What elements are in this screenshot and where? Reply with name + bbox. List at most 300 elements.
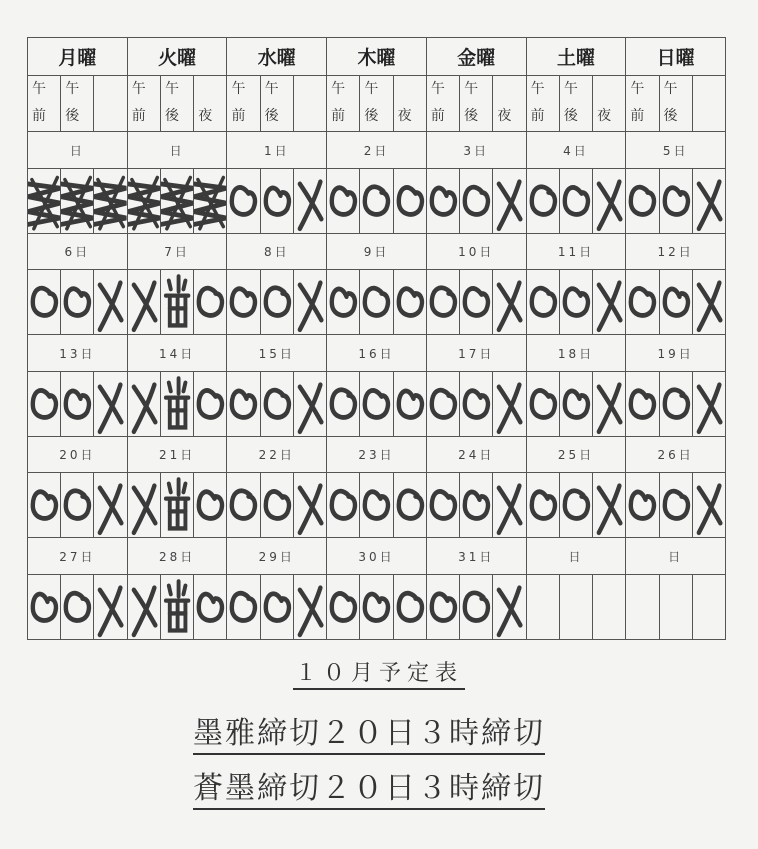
availability-cell xyxy=(360,371,393,436)
time-slot-label xyxy=(94,75,127,103)
circle-mark xyxy=(61,575,93,639)
circle-mark xyxy=(227,169,259,233)
availability-cell xyxy=(526,270,559,335)
date-label: 日 xyxy=(127,132,227,169)
availability-cell xyxy=(61,574,94,639)
date-label: 5日 xyxy=(626,132,726,169)
circle-mark xyxy=(194,575,226,639)
availability-cell xyxy=(28,168,61,233)
availability-cell xyxy=(393,574,426,639)
date-label: 3日 xyxy=(426,132,526,169)
time-slot-label: 午 xyxy=(460,75,493,103)
availability-cell xyxy=(593,473,626,538)
availability-row xyxy=(28,574,726,639)
availability-cell xyxy=(626,574,659,639)
availability-cell xyxy=(360,473,393,538)
kanji-mark xyxy=(161,372,193,436)
circle-mark xyxy=(261,473,293,537)
availability-cell xyxy=(360,270,393,335)
availability-cell xyxy=(94,270,127,335)
availability-cell xyxy=(260,270,293,335)
availability-cell xyxy=(293,371,326,436)
time-slot-label: 前 xyxy=(127,103,160,131)
circle-mark xyxy=(61,473,93,537)
availability-cell xyxy=(194,270,227,335)
cross-mark xyxy=(294,372,326,436)
cross-mark xyxy=(294,473,326,537)
date-label: 1日 xyxy=(227,132,327,169)
availability-cell xyxy=(559,371,592,436)
circle-mark xyxy=(560,169,592,233)
date-row xyxy=(28,335,726,372)
date-label: 16日 xyxy=(327,335,427,372)
time-slot-label: 午 xyxy=(61,75,94,103)
date-label: 28日 xyxy=(127,538,227,575)
availability-cell xyxy=(626,473,659,538)
cross-mark xyxy=(294,169,326,233)
circle-mark xyxy=(427,473,459,537)
time-slot-label: 午 xyxy=(426,75,459,103)
date-label: 17日 xyxy=(426,335,526,372)
circle-mark xyxy=(61,372,93,436)
time-slot-label: 前 xyxy=(327,103,360,131)
availability-cell xyxy=(28,574,61,639)
date-label: 20日 xyxy=(28,436,128,473)
weekday-header: 木曜 xyxy=(327,38,427,76)
circle-mark xyxy=(527,270,559,334)
availability-cell xyxy=(227,473,260,538)
availability-cell xyxy=(127,168,160,233)
availability-cell xyxy=(260,473,293,538)
weekday-header: 水曜 xyxy=(227,38,327,76)
availability-cell xyxy=(659,270,692,335)
availability-cell xyxy=(626,270,659,335)
cross-mark xyxy=(593,473,625,537)
availability-cell xyxy=(293,574,326,639)
time-slot-label: 前 xyxy=(28,103,61,131)
date-label: 22日 xyxy=(227,436,327,473)
availability-cell xyxy=(593,168,626,233)
time-slot-label: 後 xyxy=(61,103,94,131)
availability-cell xyxy=(526,168,559,233)
availability-cell xyxy=(327,168,360,233)
time-slot-label xyxy=(194,75,227,103)
availability-cell xyxy=(160,473,193,538)
scribble-mark xyxy=(94,169,126,233)
availability-cell xyxy=(94,574,127,639)
availability-cell xyxy=(194,371,227,436)
date-label: 9日 xyxy=(327,233,427,270)
cross-mark xyxy=(294,270,326,334)
circle-mark xyxy=(394,575,426,639)
date-label: 13日 xyxy=(28,335,128,372)
october-schedule-table xyxy=(27,37,726,640)
date-label: 10日 xyxy=(426,233,526,270)
circle-mark xyxy=(394,372,426,436)
availability-cell xyxy=(692,168,725,233)
cross-mark xyxy=(493,575,525,639)
date-label: 12日 xyxy=(626,233,726,270)
date-label: 日 xyxy=(526,538,626,575)
time-slot-label: 前 xyxy=(626,103,659,131)
time-slot-label: 前 xyxy=(227,103,260,131)
circle-mark xyxy=(527,169,559,233)
availability-cell xyxy=(426,168,459,233)
circle-mark xyxy=(194,372,226,436)
circle-mark xyxy=(227,575,259,639)
availability-cell xyxy=(593,371,626,436)
date-label: 23日 xyxy=(327,436,427,473)
time-slot-label: 午 xyxy=(360,75,393,103)
availability-row xyxy=(28,168,726,233)
circle-mark xyxy=(261,575,293,639)
circle-mark xyxy=(427,575,459,639)
cross-mark xyxy=(128,473,160,537)
circle-mark xyxy=(327,372,359,436)
availability-cell xyxy=(393,270,426,335)
date-label: 7日 xyxy=(127,233,227,270)
circle-mark xyxy=(261,372,293,436)
cross-mark xyxy=(128,575,160,639)
date-row xyxy=(28,436,726,473)
availability-cell xyxy=(426,270,459,335)
circle-mark xyxy=(660,372,692,436)
date-label: 30日 xyxy=(327,538,427,575)
kanji-mark xyxy=(161,270,193,334)
availability-cell xyxy=(194,473,227,538)
cross-mark xyxy=(94,270,126,334)
deadline-note-1: 墨雅締切２０日３時締切 xyxy=(0,708,738,752)
weekday-header-row xyxy=(28,38,726,76)
circle-mark xyxy=(626,473,658,537)
circle-mark xyxy=(626,372,658,436)
scribble-mark xyxy=(61,169,93,233)
availability-cell xyxy=(327,371,360,436)
time-slot-label: 前 xyxy=(526,103,559,131)
scribble-mark xyxy=(28,169,60,233)
time-slot-label: 前 xyxy=(426,103,459,131)
availability-cell xyxy=(393,371,426,436)
time-slot-label xyxy=(293,75,326,103)
availability-cell xyxy=(692,270,725,335)
availability-cell xyxy=(94,168,127,233)
cross-mark xyxy=(128,270,160,334)
availability-cell xyxy=(393,168,426,233)
availability-cell xyxy=(526,574,559,639)
circle-mark xyxy=(527,372,559,436)
availability-cell xyxy=(127,371,160,436)
availability-cell xyxy=(260,574,293,639)
availability-cell xyxy=(61,473,94,538)
scribble-mark xyxy=(194,169,226,233)
time-slot-label xyxy=(593,75,626,103)
date-label: 27日 xyxy=(28,538,128,575)
circle-mark xyxy=(460,270,492,334)
availability-cell xyxy=(626,371,659,436)
availability-cell xyxy=(327,574,360,639)
time-slot-label: 午 xyxy=(28,75,61,103)
availability-cell xyxy=(460,574,493,639)
availability-row xyxy=(28,270,726,335)
date-label: 31日 xyxy=(426,538,526,575)
availability-cell xyxy=(61,168,94,233)
availability-cell xyxy=(360,168,393,233)
availability-cell xyxy=(160,168,193,233)
time-slot-label: 午 xyxy=(227,75,260,103)
circle-mark xyxy=(626,270,658,334)
time-slot-label: 午 xyxy=(127,75,160,103)
date-label: 26日 xyxy=(626,436,726,473)
circle-mark xyxy=(194,473,226,537)
circle-mark xyxy=(327,575,359,639)
deadline-note-2: 蒼墨締切２０日３時締切 xyxy=(0,763,738,807)
time-slot-label: 後 xyxy=(160,103,193,131)
date-label: 4日 xyxy=(526,132,626,169)
availability-cell xyxy=(127,574,160,639)
circle-mark xyxy=(560,473,592,537)
circle-mark xyxy=(28,372,60,436)
availability-cell xyxy=(559,473,592,538)
availability-cell xyxy=(559,574,592,639)
circle-mark xyxy=(427,169,459,233)
scribble-mark xyxy=(161,169,193,233)
availability-cell xyxy=(493,574,526,639)
availability-cell xyxy=(526,371,559,436)
circle-mark xyxy=(227,473,259,537)
availability-cell xyxy=(227,371,260,436)
availability-cell xyxy=(626,168,659,233)
availability-cell xyxy=(260,168,293,233)
weekday-header: 日曜 xyxy=(626,38,726,76)
circle-mark xyxy=(394,169,426,233)
circle-mark xyxy=(660,270,692,334)
date-label: 11日 xyxy=(526,233,626,270)
date-label: 14日 xyxy=(127,335,227,372)
cross-mark xyxy=(593,169,625,233)
date-row xyxy=(28,538,726,575)
circle-mark xyxy=(261,270,293,334)
date-label: 24日 xyxy=(426,436,526,473)
date-label: 29日 xyxy=(227,538,327,575)
date-label: 日 xyxy=(626,538,726,575)
date-label: 2日 xyxy=(327,132,427,169)
weekday-header: 火曜 xyxy=(127,38,227,76)
availability-cell xyxy=(94,371,127,436)
availability-cell xyxy=(127,270,160,335)
circle-mark xyxy=(626,169,658,233)
circle-mark xyxy=(560,372,592,436)
date-label: 25日 xyxy=(526,436,626,473)
time-slot-label: 午 xyxy=(526,75,559,103)
circle-mark xyxy=(327,473,359,537)
availability-cell xyxy=(94,473,127,538)
time-slot-label: 夜 xyxy=(593,103,626,131)
circle-mark xyxy=(327,270,359,334)
availability-cell xyxy=(426,371,459,436)
circle-mark xyxy=(227,372,259,436)
time-slot-label xyxy=(94,103,127,131)
availability-cell xyxy=(260,371,293,436)
availability-cell xyxy=(160,574,193,639)
availability-cell xyxy=(426,473,459,538)
time-slot-label: 後 xyxy=(260,103,293,131)
time-slot-label xyxy=(293,103,326,131)
cross-mark xyxy=(593,270,625,334)
time-slot-row xyxy=(28,103,726,131)
date-label: 18日 xyxy=(526,335,626,372)
weekday-header: 土曜 xyxy=(526,38,626,76)
time-slot-label: 午 xyxy=(559,75,592,103)
date-label: 6日 xyxy=(28,233,128,270)
cross-mark xyxy=(294,575,326,639)
time-slot-label xyxy=(493,75,526,103)
availability-cell xyxy=(559,168,592,233)
kanji-mark xyxy=(161,575,193,639)
availability-cell xyxy=(659,473,692,538)
circle-mark xyxy=(527,473,559,537)
cross-mark xyxy=(593,372,625,436)
availability-cell xyxy=(227,168,260,233)
circle-mark xyxy=(194,270,226,334)
time-slot-label: 後 xyxy=(460,103,493,131)
availability-cell xyxy=(28,371,61,436)
circle-mark xyxy=(427,372,459,436)
availability-cell xyxy=(327,473,360,538)
circle-mark xyxy=(660,473,692,537)
circle-mark xyxy=(360,270,392,334)
time-slot-label xyxy=(692,75,725,103)
date-label: 8日 xyxy=(227,233,327,270)
cross-mark xyxy=(493,372,525,436)
availability-cell xyxy=(692,371,725,436)
circle-mark xyxy=(460,169,492,233)
date-label: 日 xyxy=(28,132,128,169)
date-label: 19日 xyxy=(626,335,726,372)
availability-cell xyxy=(293,168,326,233)
circle-mark xyxy=(61,270,93,334)
circle-mark xyxy=(460,575,492,639)
time-slot-label: 午 xyxy=(659,75,692,103)
circle-mark xyxy=(560,270,592,334)
circle-mark xyxy=(360,372,392,436)
date-label: 15日 xyxy=(227,335,327,372)
time-slot-label: 後 xyxy=(360,103,393,131)
availability-cell xyxy=(460,371,493,436)
availability-cell xyxy=(692,473,725,538)
schedule-title: １０月予定表 xyxy=(0,656,758,687)
cross-mark xyxy=(693,473,725,537)
availability-cell xyxy=(327,270,360,335)
availability-cell xyxy=(227,270,260,335)
cross-mark xyxy=(128,372,160,436)
cross-mark xyxy=(493,169,525,233)
availability-cell xyxy=(659,168,692,233)
availability-cell xyxy=(559,270,592,335)
availability-cell xyxy=(659,371,692,436)
cross-mark xyxy=(693,372,725,436)
availability-row xyxy=(28,473,726,538)
availability-cell xyxy=(160,371,193,436)
availability-cell xyxy=(227,574,260,639)
circle-mark xyxy=(327,169,359,233)
time-slot-label xyxy=(393,75,426,103)
time-slot-row xyxy=(28,75,726,103)
scribble-mark xyxy=(128,169,160,233)
time-slot-label: 午 xyxy=(160,75,193,103)
cross-mark xyxy=(94,473,126,537)
availability-cell xyxy=(593,574,626,639)
time-slot-label xyxy=(692,103,725,131)
time-slot-label: 後 xyxy=(559,103,592,131)
cross-mark xyxy=(493,270,525,334)
time-slot-label: 夜 xyxy=(393,103,426,131)
availability-cell xyxy=(28,270,61,335)
availability-cell xyxy=(460,168,493,233)
circle-mark xyxy=(360,575,392,639)
circle-mark xyxy=(28,473,60,537)
circle-mark xyxy=(394,270,426,334)
availability-cell xyxy=(194,168,227,233)
availability-row xyxy=(28,371,726,436)
availability-cell xyxy=(293,473,326,538)
kanji-mark xyxy=(161,473,193,537)
time-slot-label: 午 xyxy=(626,75,659,103)
circle-mark xyxy=(460,372,492,436)
availability-cell xyxy=(526,473,559,538)
availability-cell xyxy=(28,473,61,538)
date-row xyxy=(28,132,726,169)
availability-cell xyxy=(426,574,459,639)
availability-cell xyxy=(493,473,526,538)
availability-cell xyxy=(194,574,227,639)
circle-mark xyxy=(394,473,426,537)
availability-cell xyxy=(61,270,94,335)
availability-cell xyxy=(160,270,193,335)
circle-mark xyxy=(28,270,60,334)
cross-mark xyxy=(693,169,725,233)
circle-mark xyxy=(227,270,259,334)
time-slot-label: 午 xyxy=(327,75,360,103)
cross-mark xyxy=(94,575,126,639)
weekday-header: 月曜 xyxy=(28,38,128,76)
cross-mark xyxy=(493,473,525,537)
availability-cell xyxy=(127,473,160,538)
time-slot-label: 夜 xyxy=(493,103,526,131)
availability-cell xyxy=(393,473,426,538)
time-slot-label: 夜 xyxy=(194,103,227,131)
availability-cell xyxy=(692,574,725,639)
availability-cell xyxy=(659,574,692,639)
weekday-header: 金曜 xyxy=(426,38,526,76)
cross-mark xyxy=(693,270,725,334)
availability-cell xyxy=(460,473,493,538)
availability-cell xyxy=(460,270,493,335)
availability-cell xyxy=(493,371,526,436)
circle-mark xyxy=(360,169,392,233)
availability-cell xyxy=(493,270,526,335)
time-slot-label: 午 xyxy=(260,75,293,103)
circle-mark xyxy=(427,270,459,334)
cross-mark xyxy=(94,372,126,436)
date-label: 21日 xyxy=(127,436,227,473)
availability-cell xyxy=(360,574,393,639)
availability-cell xyxy=(593,270,626,335)
availability-cell xyxy=(293,270,326,335)
circle-mark xyxy=(360,473,392,537)
circle-mark xyxy=(460,473,492,537)
circle-mark xyxy=(28,575,60,639)
date-row xyxy=(28,233,726,270)
